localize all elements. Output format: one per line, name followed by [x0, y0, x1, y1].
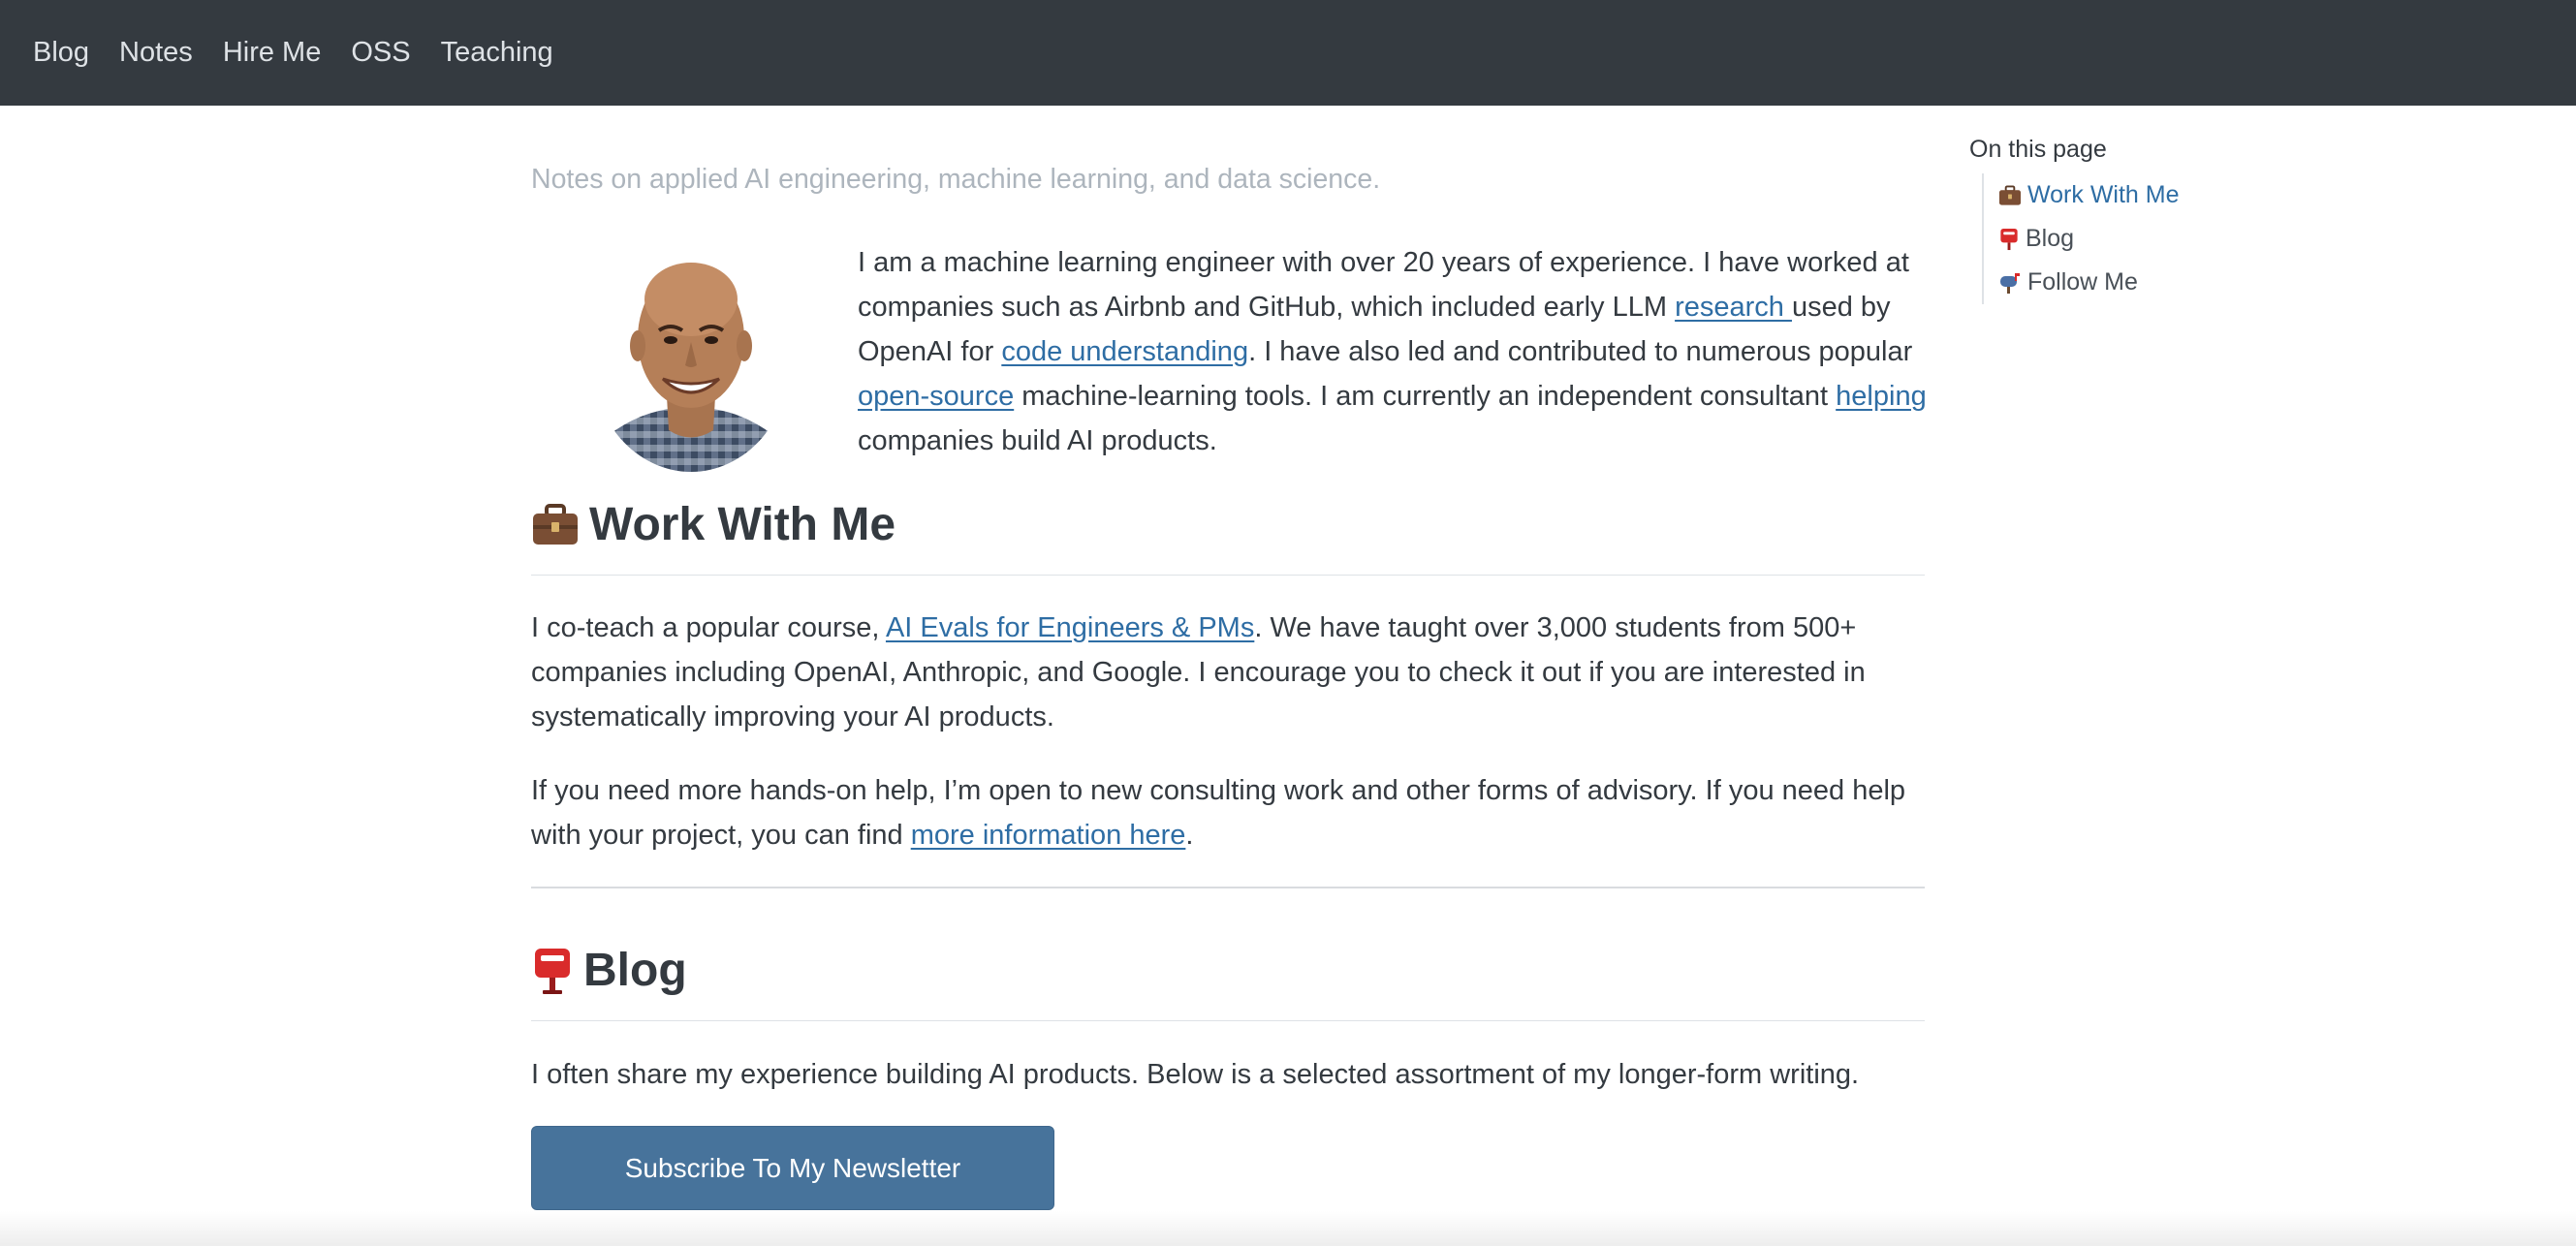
code-understanding-link[interactable]: code understanding: [1001, 336, 1249, 367]
intro-text: machine-learning tools. I am currently an independent consultant: [1014, 381, 1837, 412]
nav-oss[interactable]: OSS: [351, 37, 411, 68]
toc-item-work-with-me[interactable]: [1998, 173, 2260, 217]
paragraph-text: .: [1185, 820, 1194, 851]
more-information-link[interactable]: more information here: [910, 820, 1186, 851]
postbox-icon: [531, 947, 574, 995]
heading-text: Blog: [583, 945, 687, 996]
briefcase-icon: [531, 504, 580, 546]
intro-paragraph: [858, 240, 1933, 463]
toc-item-follow-me[interactable]: [1998, 261, 2260, 304]
briefcase-icon: [1998, 185, 2022, 206]
intro-text: companies build AI products.: [858, 425, 1217, 456]
toc-list: [1982, 173, 2260, 304]
paragraph-text: I co-teach a popular course,: [531, 612, 886, 643]
section-divider: [531, 887, 1925, 888]
heading-text: Work With Me: [589, 499, 896, 550]
course-paragraph: [531, 606, 1925, 739]
bottom-shadow: [0, 1211, 2576, 1246]
profile-photo: [589, 241, 793, 474]
nav-teaching[interactable]: Teaching: [440, 37, 553, 68]
toc-title: On this page: [1969, 136, 2107, 163]
intro-text: I am a machine learning engineer with over 20 years of experience. I have worked at companies such as Airbnb and GitHub, which included early LLM: [858, 247, 1909, 323]
toc-item-label: Work With Me: [2027, 181, 2180, 208]
paragraph-text: If you need more hands-on help, I’m open to new consulting work and other forms of advisory. If you need help with your project, you can find: [531, 775, 1906, 851]
table-of-contents: [1969, 136, 2260, 304]
mailbox-icon: [1998, 271, 2022, 295]
intro-text: used by OpenAI for: [858, 292, 1891, 367]
heading-divider: [531, 575, 1925, 576]
toc-item-label: Follow Me: [2027, 268, 2138, 296]
nav-notes[interactable]: Notes: [119, 37, 193, 68]
nav-blog[interactable]: Blog: [33, 37, 90, 68]
open-source-link[interactable]: open-source: [858, 381, 1015, 412]
top-navbar: [0, 0, 2576, 106]
helping-link[interactable]: helping: [1836, 381, 1927, 412]
research-link[interactable]: research: [1675, 292, 1792, 323]
heading-divider: [531, 1020, 1925, 1021]
site-subtitle: Notes on applied AI engineering, machine learning, and data science.: [531, 164, 1381, 195]
blog-intro-paragraph: I often share my experience building AI products. Below is a selected assortment of my longer-form writing.: [531, 1059, 1860, 1090]
blog-heading: [531, 944, 687, 997]
ai-evals-course-link[interactable]: AI Evals for Engineers & PMs: [885, 612, 1255, 643]
nav-hire-me[interactable]: Hire Me: [222, 37, 322, 68]
intro-text: . I have also led and contributed to numerous popular: [1248, 336, 1913, 367]
toc-item-label: Blog: [2026, 225, 2075, 252]
subscribe-newsletter-button[interactable]: Subscribe To My Newsletter: [531, 1126, 1054, 1210]
toc-item-blog[interactable]: [1998, 217, 2260, 261]
paragraph-text: . We have taught over 3,000 students from 500+ companies including OpenAI, Anthropic, and Google. I encourage you to check it out if you are interested in systematically improving your AI products.: [531, 612, 1866, 732]
work-with-me-heading: [531, 498, 895, 551]
postbox-icon: [1998, 228, 2020, 251]
consulting-paragraph: [531, 768, 1925, 857]
